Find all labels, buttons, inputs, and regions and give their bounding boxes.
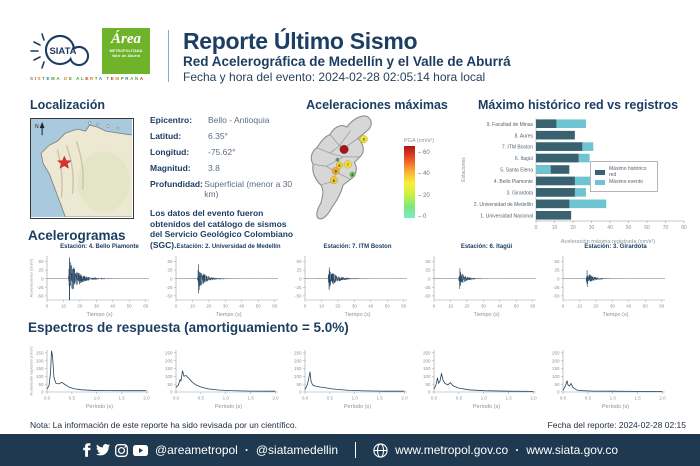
svg-text:60: 60 — [659, 303, 665, 309]
svg-text:-50: -50 — [552, 293, 560, 299]
legend-swatch — [595, 170, 605, 175]
mini-plot-canvas — [544, 252, 670, 313]
svg-text:50: 50 — [642, 303, 648, 309]
station-marker-2 — [350, 172, 356, 178]
siata-logo-text: SIATA — [49, 46, 77, 57]
svg-text:20: 20 — [570, 225, 576, 231]
mini-plot-canvas — [157, 252, 283, 313]
svg-text:100: 100 — [35, 373, 44, 379]
svg-text:0.0: 0.0 — [430, 395, 438, 401]
event-info-row — [150, 147, 302, 157]
logo-block — [30, 28, 158, 81]
legend-label: Máximo histórico red — [609, 166, 647, 178]
svg-text:1.5: 1.5 — [634, 395, 641, 401]
svg-text:60: 60 — [530, 303, 536, 309]
svg-text:10: 10 — [551, 225, 558, 231]
svg-text:0: 0 — [298, 276, 302, 282]
svg-text:0: 0 — [174, 303, 178, 309]
mini-plot — [415, 336, 544, 410]
mini-plot-xlabel: Período (s) — [343, 404, 372, 410]
mini-plot-title — [415, 336, 544, 344]
mini-plot — [28, 336, 157, 410]
svg-text:0: 0 — [556, 389, 560, 395]
event-info-label: Epicentro: — [150, 115, 193, 125]
svg-text:250: 250 — [293, 350, 302, 356]
svg-text:0: 0 — [169, 276, 173, 282]
svg-text:100: 100 — [164, 373, 173, 379]
svg-text:20: 20 — [77, 303, 83, 309]
svg-text:30: 30 — [480, 303, 486, 309]
mini-plot-canvas — [286, 252, 412, 313]
svg-text:6. Itagüí: 6. Itagüí — [514, 156, 533, 163]
svg-text:-50: -50 — [423, 293, 431, 299]
svg-text:50: 50 — [126, 303, 132, 309]
event-info-value: -75.62° — [208, 147, 236, 157]
svg-text:40: 40 — [368, 303, 374, 309]
section-acelerogramas — [28, 228, 673, 318]
mini-plot-canvas — [157, 344, 283, 405]
mini-plot-xlabel: Período (s) — [214, 404, 243, 410]
svg-text:2.0: 2.0 — [659, 395, 666, 401]
area-metropolitana-logo — [102, 28, 150, 74]
svg-text:-25: -25 — [552, 284, 560, 290]
svg-text:0: 0 — [298, 389, 302, 395]
svg-text:40: 40 — [110, 303, 116, 309]
station-marker-6 — [330, 177, 337, 184]
svg-text:150: 150 — [293, 366, 302, 372]
acelerogramas-title: Acelerogramas — [28, 228, 126, 243]
svg-text:1.0: 1.0 — [222, 395, 229, 401]
svg-text:Aceleración espectral (cm/s²): Aceleración espectral (cm/s²) — [29, 346, 34, 396]
mini-plot-xlabel: Tiempo (s) — [215, 312, 242, 318]
separator-dot: · — [515, 443, 520, 457]
mini-plot-title — [544, 336, 673, 344]
station-marker-7 — [344, 161, 351, 168]
event-info-value: 3.8 — [208, 163, 220, 173]
svg-text:50: 50 — [425, 259, 431, 265]
svg-text:60: 60 — [644, 225, 650, 231]
svg-text:50: 50 — [513, 303, 519, 309]
svg-text:Estaciones: Estaciones — [461, 157, 467, 182]
svg-text:9: 9 — [338, 162, 341, 168]
area-logo-line2: Valle de Aburrá — [111, 53, 141, 58]
svg-text:2.0: 2.0 — [530, 395, 537, 401]
event-info-value: Superficial (menor a 30 km) — [204, 179, 293, 199]
svg-text:0.0: 0.0 — [559, 395, 567, 401]
svg-text:0.5: 0.5 — [68, 395, 76, 401]
area-logo-script: Área — [111, 31, 141, 47]
header-divider — [168, 30, 169, 82]
svg-text:Aceleraciones (cm/s²): Aceleraciones (cm/s²) — [28, 258, 34, 298]
station-marker-8 — [332, 167, 339, 174]
svg-text:10: 10 — [189, 303, 195, 309]
mini-plot-title: Estación: 4. Bello Piamonte — [60, 244, 139, 250]
mini-plot — [544, 336, 673, 410]
mini-plot-xlabel: Tiempo (s) — [602, 312, 629, 318]
mini-plot — [157, 244, 286, 318]
bar-chart-xlabel: Aceleración máxima registrada (cm/s²) — [560, 239, 656, 245]
mini-plot-canvas — [415, 344, 541, 405]
svg-text:30: 30 — [588, 225, 595, 231]
svg-text:25: 25 — [167, 267, 173, 273]
svg-text:2.0: 2.0 — [143, 395, 150, 401]
svg-text:20: 20 — [464, 303, 470, 309]
mini-plot-title — [157, 336, 286, 344]
svg-text:100: 100 — [293, 373, 302, 379]
legend-label: Máximo evento — [609, 179, 643, 185]
svg-text:150: 150 — [35, 366, 44, 372]
svg-text:7: 7 — [346, 161, 349, 167]
mini-plot-canvas — [544, 344, 670, 405]
mini-plot-xlabel: Tiempo (s) — [86, 312, 113, 318]
svg-text:60: 60 — [143, 303, 149, 309]
svg-text:8: 8 — [334, 168, 337, 174]
section-aceleraciones-maximas — [296, 98, 458, 220]
mini-plot-xlabel: Tiempo (s) — [344, 312, 371, 318]
svg-text:1.0: 1.0 — [609, 395, 616, 401]
svg-text:250: 250 — [164, 350, 173, 356]
svg-text:80: 80 — [681, 225, 687, 231]
svg-text:50: 50 — [38, 259, 44, 265]
svg-text:25: 25 — [38, 267, 44, 273]
svg-text:50: 50 — [296, 381, 302, 387]
mini-plot-xlabel: Período (s) — [601, 404, 630, 410]
bar-chart-title: Máximo histórico red vs registros — [477, 98, 679, 112]
mini-plot-xlabel: Período (s) — [85, 404, 114, 410]
svg-text:1.5: 1.5 — [505, 395, 512, 401]
report-header — [30, 28, 672, 94]
svg-text:-25: -25 — [36, 284, 44, 290]
section-maximo-historico — [460, 98, 696, 245]
separator-dot: · — [244, 443, 249, 457]
svg-text:50: 50 — [425, 381, 431, 387]
pga-colorbar-ticks: – 60 – 40 – 20 – 0 — [418, 149, 430, 220]
svg-text:60: 60 — [401, 303, 407, 309]
svg-text:10: 10 — [447, 303, 453, 309]
youtube-icon[interactable] — [133, 445, 148, 456]
bottombar-divider — [355, 442, 356, 458]
svg-text:250: 250 — [422, 350, 431, 356]
svg-text:30: 30 — [222, 303, 228, 309]
svg-text:10: 10 — [60, 303, 66, 309]
svg-text:0.0: 0.0 — [301, 395, 309, 401]
svg-text:-50: -50 — [36, 293, 44, 299]
url-metropol[interactable]: www.metropol.gov.co — [395, 443, 509, 457]
event-info-row — [150, 179, 302, 199]
bar-chart-legend — [590, 161, 658, 192]
svg-text:40: 40 — [607, 225, 613, 231]
area-logo-line1: METROPOLITANA — [109, 49, 143, 53]
footer-note-row — [30, 420, 686, 430]
svg-text:20: 20 — [206, 303, 212, 309]
legend-swatch — [595, 180, 605, 185]
svg-text:200: 200 — [35, 358, 44, 364]
svg-text:N: N — [35, 124, 39, 131]
mini-plot — [415, 244, 544, 318]
svg-text:2.0: 2.0 — [401, 395, 408, 401]
pga-colorbar — [404, 138, 450, 218]
pga-colorbar-label: PGA (cm/s²) — [404, 138, 434, 144]
mini-plot-title: Estación: 6. Itagüí — [460, 244, 513, 250]
mini-plot-title — [286, 336, 415, 344]
svg-text:200: 200 — [422, 358, 431, 364]
svg-text:1.5: 1.5 — [118, 395, 125, 401]
localizacion-title: Localización — [30, 98, 106, 112]
page-title: Reporte Último Sismo — [183, 28, 418, 54]
bottom-bar — [0, 434, 700, 466]
svg-text:0.5: 0.5 — [455, 395, 463, 401]
event-info-row — [150, 115, 302, 125]
mini-plot-title: Estación: 2. Universidad de Medellín — [176, 244, 281, 250]
mini-plot-xlabel: Tiempo (s) — [473, 312, 500, 318]
event-info-label: Magnitud: — [150, 163, 191, 173]
svg-text:4. Bello Piamonte: 4. Bello Piamonte — [493, 179, 533, 186]
svg-text:0: 0 — [427, 389, 431, 395]
reviewed-note: Nota: La información de este reporte ha sido revisada por un científico. — [30, 420, 297, 430]
svg-text:50: 50 — [554, 381, 560, 387]
svg-text:-25: -25 — [423, 284, 431, 290]
svg-text:-50: -50 — [294, 293, 302, 299]
event-info-label: Longitud: — [150, 147, 190, 157]
event-info-value: 6.35° — [208, 131, 228, 141]
mini-plot-canvas — [28, 252, 154, 313]
svg-text:1.5: 1.5 — [376, 395, 383, 401]
mini-plot-canvas — [415, 252, 541, 313]
aceleraciones-maximas-title: Aceleraciones máximas — [306, 98, 448, 112]
epicenter-marker — [340, 145, 348, 153]
svg-text:7. ITM Boston: 7. ITM Boston — [501, 144, 533, 151]
svg-text:200: 200 — [164, 358, 173, 364]
svg-text:40: 40 — [239, 303, 245, 309]
mini-plot-canvas — [286, 344, 412, 405]
svg-text:50: 50 — [384, 303, 390, 309]
svg-text:1.0: 1.0 — [93, 395, 100, 401]
svg-text:25: 25 — [554, 267, 560, 273]
svg-text:50: 50 — [167, 259, 173, 265]
svg-text:2. Universidad de Medellín: 2. Universidad de Medellín — [473, 201, 533, 208]
svg-text:200: 200 — [293, 358, 302, 364]
svg-text:8. Aures: 8. Aures — [514, 133, 533, 140]
pga-colorbar-gradient — [404, 146, 415, 218]
svg-text:50: 50 — [296, 259, 302, 265]
svg-text:0: 0 — [432, 303, 436, 309]
svg-text:0.5: 0.5 — [584, 395, 592, 401]
svg-text:50: 50 — [255, 303, 261, 309]
espectros-title: Espectros de respuesta (amortiguamiento = 5.0%) — [28, 320, 349, 335]
svg-text:20: 20 — [593, 303, 599, 309]
svg-text:-25: -25 — [294, 284, 302, 290]
event-source-note: Los datos del evento fueron obtenidos del catálogo de sismos del Servicio Geológico Colombiano (SGC). — [150, 208, 294, 250]
svg-text:5: 5 — [336, 157, 339, 163]
mini-plot-xlabel: Período (s) — [472, 404, 501, 410]
twitter-icon[interactable] — [96, 444, 110, 456]
svg-text:150: 150 — [422, 366, 431, 372]
bar-chart — [460, 115, 696, 239]
svg-text:6: 6 — [332, 177, 335, 183]
event-datetime: Fecha y hora del evento: 2024-02-28 02:05:14 hora local — [183, 70, 486, 84]
mini-plot-title — [28, 336, 157, 344]
event-info-label: Profundidad: — [150, 179, 203, 189]
svg-text:9. Facultad de Minas: 9. Facultad de Minas — [486, 121, 533, 128]
svg-text:0.0: 0.0 — [43, 395, 51, 401]
instagram-icon[interactable] — [115, 444, 128, 457]
svg-text:1.5: 1.5 — [247, 395, 254, 401]
svg-text:1. Universidad Nacional: 1. Universidad Nacional — [480, 213, 533, 220]
svg-text:0.5: 0.5 — [326, 395, 334, 401]
svg-text:70: 70 — [662, 225, 669, 231]
svg-text:25: 25 — [425, 267, 431, 273]
svg-text:50: 50 — [167, 381, 173, 387]
svg-text:2: 2 — [351, 172, 354, 178]
legend-item — [595, 167, 653, 178]
svg-text:3. Girardota: 3. Girardota — [506, 190, 533, 197]
svg-text:60: 60 — [272, 303, 278, 309]
section-localizacion — [30, 98, 140, 219]
svg-text:100: 100 — [422, 373, 431, 379]
svg-text:250: 250 — [35, 350, 44, 356]
svg-text:0.5: 0.5 — [197, 395, 205, 401]
mini-plot — [286, 244, 415, 318]
handle-siatamedellin[interactable]: @siatamedellin — [255, 443, 339, 457]
svg-text:0: 0 — [427, 276, 431, 282]
event-info-row — [150, 163, 302, 173]
svg-text:1.0: 1.0 — [351, 395, 358, 401]
mini-plot-title: Estación: 3. Girardota — [584, 244, 647, 250]
svg-text:3: 3 — [362, 136, 365, 142]
svg-text:40: 40 — [626, 303, 632, 309]
mini-plot-canvas — [28, 344, 154, 405]
svg-text:150: 150 — [551, 366, 560, 372]
svg-text:0: 0 — [40, 276, 44, 282]
svg-text:50: 50 — [625, 225, 632, 231]
svg-text:200: 200 — [551, 358, 560, 364]
svg-text:0: 0 — [169, 389, 173, 395]
svg-text:1.0: 1.0 — [480, 395, 487, 401]
event-info-row — [150, 131, 302, 141]
event-info-label: Latitud: — [150, 131, 182, 141]
event-info-value: Bello - Antioquia — [208, 115, 270, 125]
siata-logo — [30, 28, 102, 74]
svg-text:2.0: 2.0 — [272, 395, 279, 401]
svg-text:10: 10 — [318, 303, 324, 309]
mini-plot — [28, 244, 157, 318]
svg-text:25: 25 — [296, 267, 302, 273]
section-espectros — [28, 320, 673, 410]
aburra-map — [298, 114, 392, 226]
handle-areametropol[interactable]: @areametropol — [154, 443, 238, 457]
mini-plot — [544, 244, 673, 318]
svg-text:0: 0 — [40, 389, 44, 395]
globe-icon — [373, 443, 388, 458]
svg-text:0: 0 — [45, 303, 49, 309]
svg-text:0: 0 — [556, 276, 560, 282]
colombia-map — [30, 118, 134, 219]
mini-plot-title: Estación: 7. ITM Boston — [323, 244, 392, 250]
alert-strip-text: SISTEMA DE ALERTA TEMPRANA — [30, 76, 145, 81]
mini-plot — [286, 336, 415, 410]
svg-text:-25: -25 — [165, 284, 173, 290]
svg-text:250: 250 — [551, 350, 560, 356]
svg-text:30: 30 — [609, 303, 615, 309]
svg-text:30: 30 — [93, 303, 99, 309]
url-siata[interactable]: www.siata.gov.co — [526, 443, 619, 457]
svg-text:30: 30 — [351, 303, 357, 309]
svg-text:5. Santa Elena: 5. Santa Elena — [500, 167, 533, 174]
svg-text:0: 0 — [303, 303, 307, 309]
mini-plot — [157, 336, 286, 410]
svg-text:50: 50 — [38, 381, 44, 387]
svg-text:50: 50 — [554, 259, 560, 265]
legend-item — [595, 180, 653, 186]
svg-text:150: 150 — [164, 366, 173, 372]
svg-text:-50: -50 — [165, 293, 173, 299]
svg-text:100: 100 — [551, 373, 560, 379]
svg-text:20: 20 — [335, 303, 341, 309]
svg-text:0.0: 0.0 — [172, 395, 180, 401]
svg-text:10: 10 — [576, 303, 582, 309]
page-subtitle: Red Acelerográfica de Medellín y el Valle de Aburrá — [183, 54, 511, 69]
svg-text:0: 0 — [561, 303, 565, 309]
svg-text:40: 40 — [497, 303, 503, 309]
report-date: Fecha del reporte: 2024-02-28 02:15 — [547, 420, 686, 430]
station-marker-3 — [360, 135, 367, 142]
facebook-icon[interactable] — [82, 443, 91, 457]
svg-text:0: 0 — [534, 225, 538, 231]
